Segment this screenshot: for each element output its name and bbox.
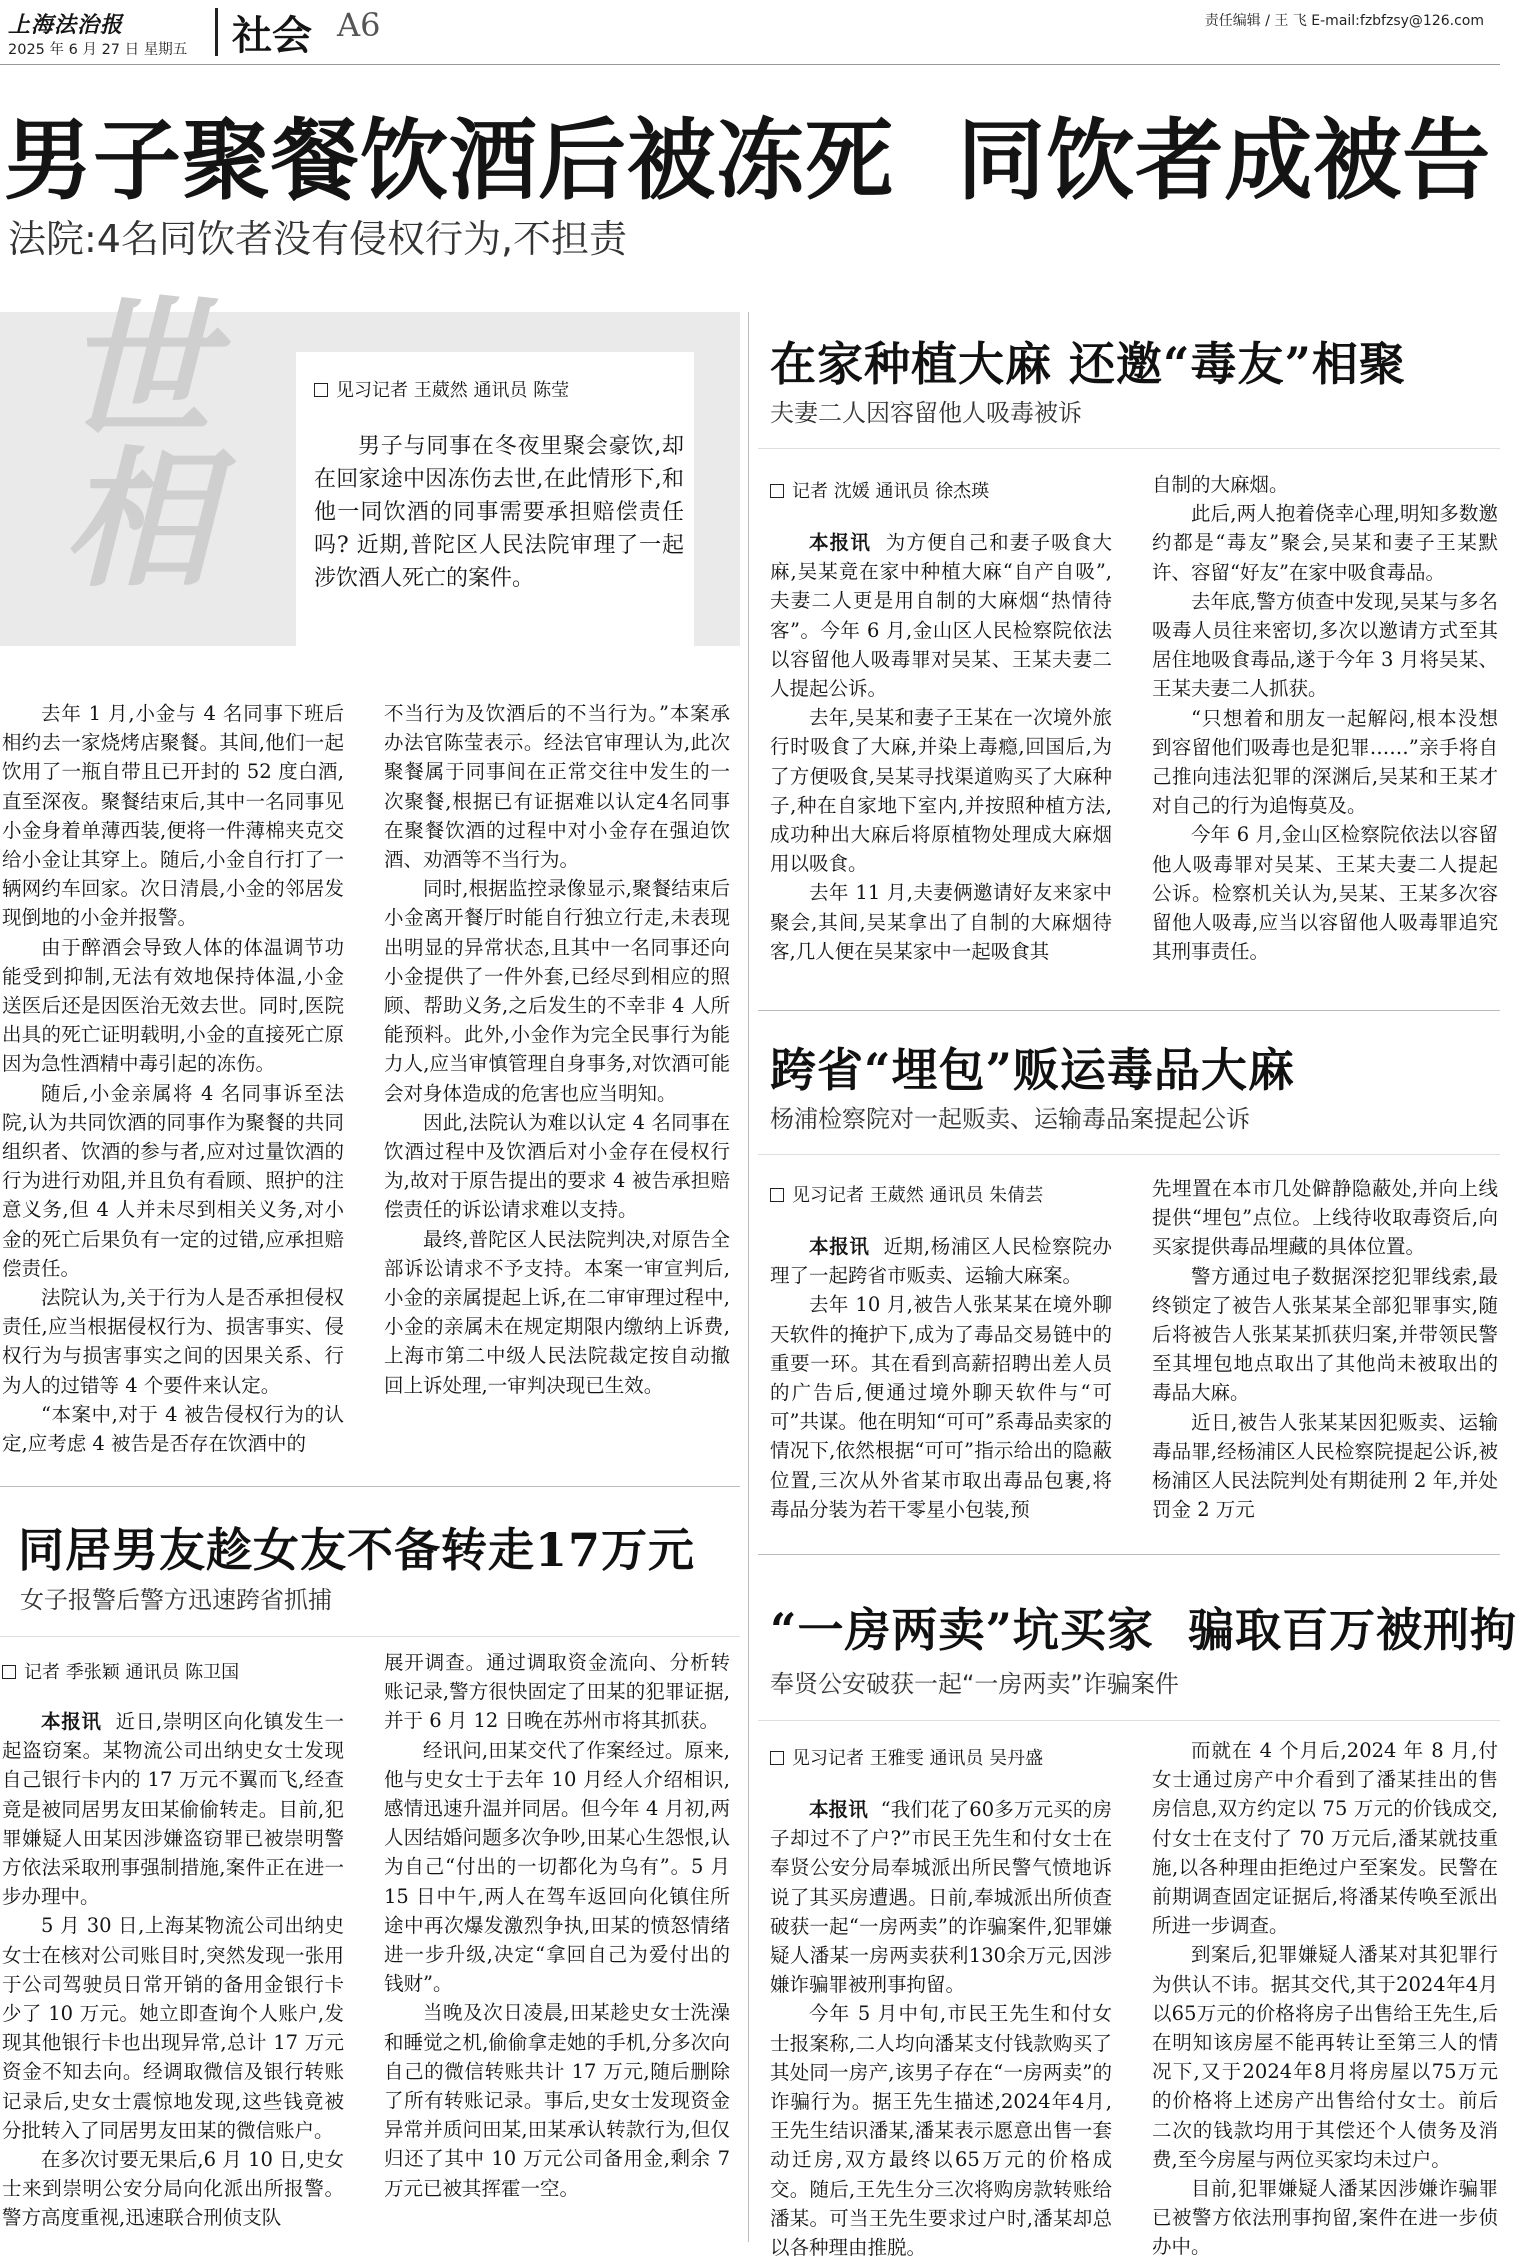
paragraph: [770, 1795, 1112, 1999]
paragraph: 警方通过电子数据深挖犯罪线索,最终锁定了被告人张某某全部犯罪事实,随后将被告人张某某抓获归案,并带领民警至其埋包地点取出了其他尚未被取出的毒品大麻。: [1152, 1264, 1498, 1405]
paragraph: 经讯问,田某交代了作案经过。原来,他与史女士于去年 10 月经人介绍相识,感情迅速升温并同居。但今年 4 月初,两人因结婚问题多次争吵,田某心生怨恨,认为自己“付出的一切都化为乌有”。5 月 15 日中午,两人在驾车返回向化镇住所途中再次爆发激烈争执,田某的愤怒情绪进一步升级,决定“拿回自己为爱付出的钱财”。: [384, 1738, 730, 1996]
checkbox-icon: [770, 484, 784, 498]
summary-text: 男子与同事在冬夜里聚会豪饮,却在回家途中因冻伤去世,在此情形下,和他一同饮酒的同事需要承担赔偿责任吗? 近期,普陀区人民法院审理了一起涉饮酒人死亡的案件。: [314, 434, 684, 591]
paragraph: 因此,法院认为难以认定 4 名同事在饮酒过程中及饮酒后对小金存在侵权行为,故对于原告提出的要求 4 被告承担赔偿责任的诉讼请求难以支持。: [384, 1110, 730, 1222]
main-col1: [2, 699, 344, 1469]
main-headline: 男子聚餐饮酒后被冻死 同饮者成被告: [4, 108, 1492, 212]
paragraph-text: 近期,杨浦区人民检察院办理了一起跨省市贩卖、运输大麻案。: [770, 1235, 1112, 1288]
paragraph: 此后,两人抱着侥幸心理,明知多数邀约都是“毒友”聚会,吴某和妻子王某默许、容留“好友”在家中吸食毒品。: [1152, 502, 1498, 584]
paragraph: [770, 528, 1112, 703]
theft-subhead-rule: [0, 1636, 740, 1637]
paragraph: [770, 1232, 1112, 1290]
house-headline: “一房两卖”坑买家 骗取百万被刑拘: [770, 1603, 1517, 1657]
lead-label: 本报讯: [809, 531, 872, 554]
theft-byline: [2, 1658, 239, 1684]
paragraph: 去年,吴某和妻子王某在一次境外旅行时吸食了大麻,并染上毒瘾,回国后,为了方便吸食,吴某寻找渠道购买了大麻种子,种在自家地下室内,并按照种植方法,成功种出大麻后将原植物处理成大麻烟用以吸食。: [770, 706, 1112, 876]
paragraph: 展开调查。通过调取资金流向、分析转账记录,警方很快固定了田某的犯罪证据,并于 6 月 12 日晚在苏州市将其抓获。: [384, 1651, 730, 1733]
drugs-col2: [1152, 1174, 1498, 1524]
house-byline: [770, 1744, 1043, 1770]
paragraph: 5 月 30 日,上海某物流公司出纳史女士在核对公司账目时,突然发现一张用于公司驾驶员日常开销的备用金银行卡少了 10 万元。她立即查询个人账户,发现其他银行卡也出现异常,总计 17 万元资金不知去向。经调取微信及银行转账记录后,史女士震惊地发现,这些钱竟被分批转入了同居男友田某的微信账户。: [2, 1914, 344, 2142]
drugs-byline: [770, 1181, 1043, 1207]
byline-text: 见习记者 王葳然 通讯员 朱倩芸: [792, 1185, 1044, 1206]
house-subhead-rule: [758, 1720, 1500, 1721]
paragraph: 随后,小金亲属将 4 名同事诉至法院,认为共同饮酒的同事作为聚餐的共同组织者、饮酒的参与者,应对过量饮酒的行为进行劝阻,并且负有看顾、照护的注意义务,但 4 人并未尽到相关义务,对小金的死亡后果负有一定的过错,应承担赔偿责任。: [2, 1081, 344, 1280]
paragraph: “本案中,对于 4 被告侵权行为的认定,应考虑 4 被告是否存在饮酒中的: [2, 1402, 344, 1456]
paragraph: 目前,犯罪嫌疑人潘某因涉嫌诈骗罪已被警方依法刑事拘留,案件在进一步侦办中。: [1152, 2177, 1498, 2259]
drugs-col1: [770, 1232, 1112, 1522]
paragraph: 不当行为及饮酒后的不当行为。”本案承办法官陈莹表示。经法官审理认为,此次聚餐属于同事间在正常交往中发生的一次聚餐,根据已有证据难以认定4名同事在聚餐饮酒的过程中对小金存在强迫饮酒、劝酒等不当行为。: [384, 702, 730, 872]
byline-text: 见习记者 王葳然 通讯员 陈莹: [336, 380, 570, 401]
theft-headline: 同居男友趁女友不备转走17万元: [18, 1523, 696, 1577]
header-divider: [215, 8, 218, 56]
section-rule: [758, 1010, 1500, 1011]
cannabis-subhead-rule: [758, 448, 1500, 449]
paragraph: 近日,被告人张某某因犯贩卖、运输毒品罪,经杨浦区人民检察院提起公诉,被杨浦区人民法院判处有期徒刑 2 年,并处罚金 2 万元: [1152, 1410, 1498, 1522]
byline-text: 记者 季张颖 通讯员 陈卫国: [24, 1662, 240, 1683]
paragraph-text: “我们花了60多万元买的房子却过不了户?”市民王先生和付女士在奉贤公安分局奉城派出所民警气愤地诉说了其买房遭遇。日前,奉城派出所侦查破获一起“一房两卖”的诈骗案件,犯罪嫌疑人潘某一房两卖获利130余万元,因涉嫌诈骗罪被刑事拘留。: [770, 1798, 1112, 1997]
drugs-subhead: 杨浦检察院对一起贩卖、运输毒品案提起公诉: [770, 1105, 1250, 1133]
paragraph: 法院认为,关于行为人是否承担侵权责任,应当根据侵权行为、损害事实、侵权行为与损害事实之间的因果关系、行为人的过错等 4 个要件来认定。: [2, 1286, 344, 1397]
cannabis-subhead: 夫妻二人因容留他人吸毒被诉: [770, 399, 1082, 427]
main-subhead: 法院:4名同饮者没有侵权行为,不担责: [8, 217, 628, 261]
lead-label: 本报讯: [809, 1798, 868, 1821]
section-rule: [0, 1486, 740, 1487]
paragraph: 最终,普陀区人民法院判决,对原告全部诉讼请求不予支持。本案一审宣判后,小金的亲属提起上诉,在二审审理过程中,小金的亲属未在规定期限内缴纳上诉费,上海市第二中级人民法院裁定按自动撤回上诉处理,一审判决现已生效。: [384, 1227, 730, 1397]
drugs-subhead-rule: [758, 1154, 1500, 1155]
theft-col2: [384, 1648, 730, 2248]
cannabis-headline: 在家种植大麻 还邀“毒友”相聚: [770, 337, 1406, 391]
paragraph: “只想着和朋友一起解闷,根本没想到容留他们吸毒也是犯罪……”亲手将自己推向违法犯罪的深渊后,吴某和王某才对自己的行为追悔莫及。: [1152, 706, 1498, 818]
column-mark: 世相: [37, 290, 213, 590]
byline-text: 见习记者 王雅雯 通讯员 吴丹盛: [792, 1748, 1044, 1769]
paragraph: 由于醉酒会导致人体的体温调节功能受到抑制,无法有效地保持体温,小金送医后还是因医治无效去世。同时,医院出具的死亡证明载明,小金的直接死亡原因为急性酒精中毒引起的冻伤。: [2, 935, 344, 1076]
paragraph: 同时,根据监控录像显示,聚餐结束后小金离开餐厅时能自行独立行走,未表现出明显的异常状态,且其中一名同事还向小金提供了一件外套,已经尽到相应的照顾、帮助义务,之后发生的不幸非 4 人所能预料。此外,小金作为完全民事行为能力人,应当审慎管理自身事务,对饮酒可能会对身体造成的危害也应当明知。: [384, 877, 730, 1105]
page-number: A6: [337, 6, 381, 44]
paragraph: 去年 1 月,小金与 4 名同事下班后相约去一家烧烤店聚餐。其间,他们一起饮用了一瓶自带且已开封的 52 度白酒,直至深夜。聚餐结束后,其中一名同事见小金身着单薄西装,便将一件薄棉夹克交给小金让其穿上。随后,小金自行打了一辆网约车回家。次日清晨,小金的邻居发现倒地的小金并报警。: [2, 702, 344, 930]
cannabis-col2: [1152, 470, 1498, 964]
paragraph: 到案后,犯罪嫌疑人潘某对其犯罪行为供认不讳。据其交代,其于2024年4月以65万元的价格将房子出售给王先生,后在明知该房屋不能再转让至第三人的情况下,又于2024年8月将房屋以75万元的价格将上述房产出售给付女士。前后二次的钱款均用于其偿还个人债务及消费,至今房屋与两位买家均未过户。: [1152, 1943, 1498, 2171]
paragraph-text: 为方便自己和妻子吸食大麻,吴某竟在家中种植大麻“自产自吸”,夫妻二人更是用自制的大麻烟“热情待客”。今年 6 月,金山区人民检察院依法以容留他人吸毒罪对吴某、王某夫妻二人提起公诉。: [770, 531, 1112, 701]
paragraph: [2, 1707, 344, 1911]
column-divider: [748, 312, 749, 2242]
paragraph: 当晚及次日凌晨,田某趁史女士洗澡和睡觉之机,偷偷拿走她的手机,分多次向自己的微信转账共计 17 万元,随后删除了所有转账记录。事后,史女士发现资金异常并质问田某,田某承认转款行为,但仅归还了其中 10 万元公司备用金,剩余 7 万元已被其挥霍一空。: [384, 2001, 730, 2200]
checkbox-icon: [770, 1188, 784, 1202]
cannabis-byline: [770, 477, 989, 503]
main-col2: [384, 699, 730, 1469]
editor-info: 责任编辑 / 王 飞 E-mail:fzbfzsy@126.com: [1204, 13, 1484, 29]
paragraph: 今年 6 月,金山区检察院依法以容留他人吸毒罪对吴某、王某夫妻二人提起公诉。检察机关认为,吴某、王某多次容留他人吸毒,应当以容留他人吸毒罪追究其刑事责任。: [1152, 823, 1498, 964]
paragraph: 先埋置在本市几处僻静隐蔽处,并向上线提供“埋包”点位。上线待收取毒资后,向买家提供毒品埋藏的具体位置。: [1152, 1177, 1498, 1259]
section-rule: [758, 1554, 1500, 1555]
paragraph: 去年底,警方侦查中发现,吴某与多名吸毒人员往来密切,多次以邀请方式至其居住地吸食毒品,遂于今年 3 月将吴某、王某夫妻二人抓获。: [1152, 589, 1498, 701]
checkbox-icon: [2, 1665, 16, 1679]
paragraph: 自制的大麻烟。: [1152, 473, 1289, 496]
theft-subhead: 女子报警后警方迅速跨省抓捕: [20, 1586, 332, 1614]
house-subhead: 奉贤公安破获一起“一房两卖”诈骗案件: [770, 1670, 1179, 1698]
main-summary: [314, 430, 684, 595]
house-col1: [770, 1795, 1112, 2260]
house-col2: [1152, 1736, 1498, 2259]
paragraph: 在多次讨要无果后,6 月 10 日,史女士来到崇明公安分局向化派出所报警。警方高度重视,迅速联合刑侦支队: [2, 2148, 344, 2230]
paragraph-text: 近日,崇明区向化镇发生一起盗窃案。某物流公司出纳史女士发现自己银行卡内的 17 万元不翼而飞,经查竟是被同居男友田某偷偷转走。目前,犯罪嫌疑人田某因涉嫌盗窃罪已被崇明警方依法采取刑事强制措施,案件正在进一步办理中。: [2, 1710, 344, 1909]
checkbox-icon: [314, 383, 328, 397]
section-name: 社会: [232, 13, 312, 59]
paragraph: 去年 10 月,被告人张某某在境外聊天软件的掩护下,成为了毒品交易链中的重要一环。其在看到高薪招聘出差人员的广告后,便通过境外聊天软件与“可可”共谋。他在明知“可可”系毒品卖家的情况下,依然根据“可可”指示给出的隐蔽位置,三次从外省某市取出毒品包裹,将毒品分装为若干零星小包装,预: [770, 1293, 1112, 1521]
main-byline: [314, 376, 569, 402]
lead-label: 本报讯: [41, 1710, 102, 1733]
header-rule: [0, 64, 1500, 65]
issue-date: 2025 年 6 月 27 日 星期五: [8, 42, 188, 58]
paragraph: 去年 11 月,夫妻俩邀请好友来家中聚会,其间,吴某拿出了自制的大麻烟待客,几人便在吴某家中一起吸食其: [770, 881, 1112, 963]
paragraph: 今年 5 月中旬,市民王先生和付女士报案称,二人均向潘某支付钱款购买了其处同一房产,该男子存在“一房两卖”的诈骗行为。据王先生描述,2024年4月,王先生结识潘某,潘某表示愿意出售一套动迁房,双方最终以65万元的价格成交。随后,王先生分三次将购房款转账给潘某。可当王先生要求过户时,潘某却总以各种理由推脱。: [770, 2002, 1112, 2260]
newspaper-masthead: 上海法治报: [8, 12, 124, 38]
cannabis-col1: [770, 528, 1112, 963]
theft-col1: [2, 1707, 344, 2247]
paragraph: 而就在 4 个月后,2024 年 8 月,付女士通过房产中介看到了潘某挂出的售房信息,双方约定以 75 万元的价钱成交,付女士在支付了 70 万元后,潘某就技重施,以各种理由拒绝过户至案发。民警在前期调查固定证据后,将潘某传唤至派出所进一步调查。: [1152, 1739, 1498, 1938]
checkbox-icon: [770, 1751, 784, 1765]
drugs-headline: 跨省“埋包”贩运毒品大麻: [770, 1043, 1295, 1097]
byline-text: 记者 沈媛 通讯员 徐杰瑛: [792, 481, 990, 502]
lead-label: 本报讯: [809, 1235, 870, 1258]
